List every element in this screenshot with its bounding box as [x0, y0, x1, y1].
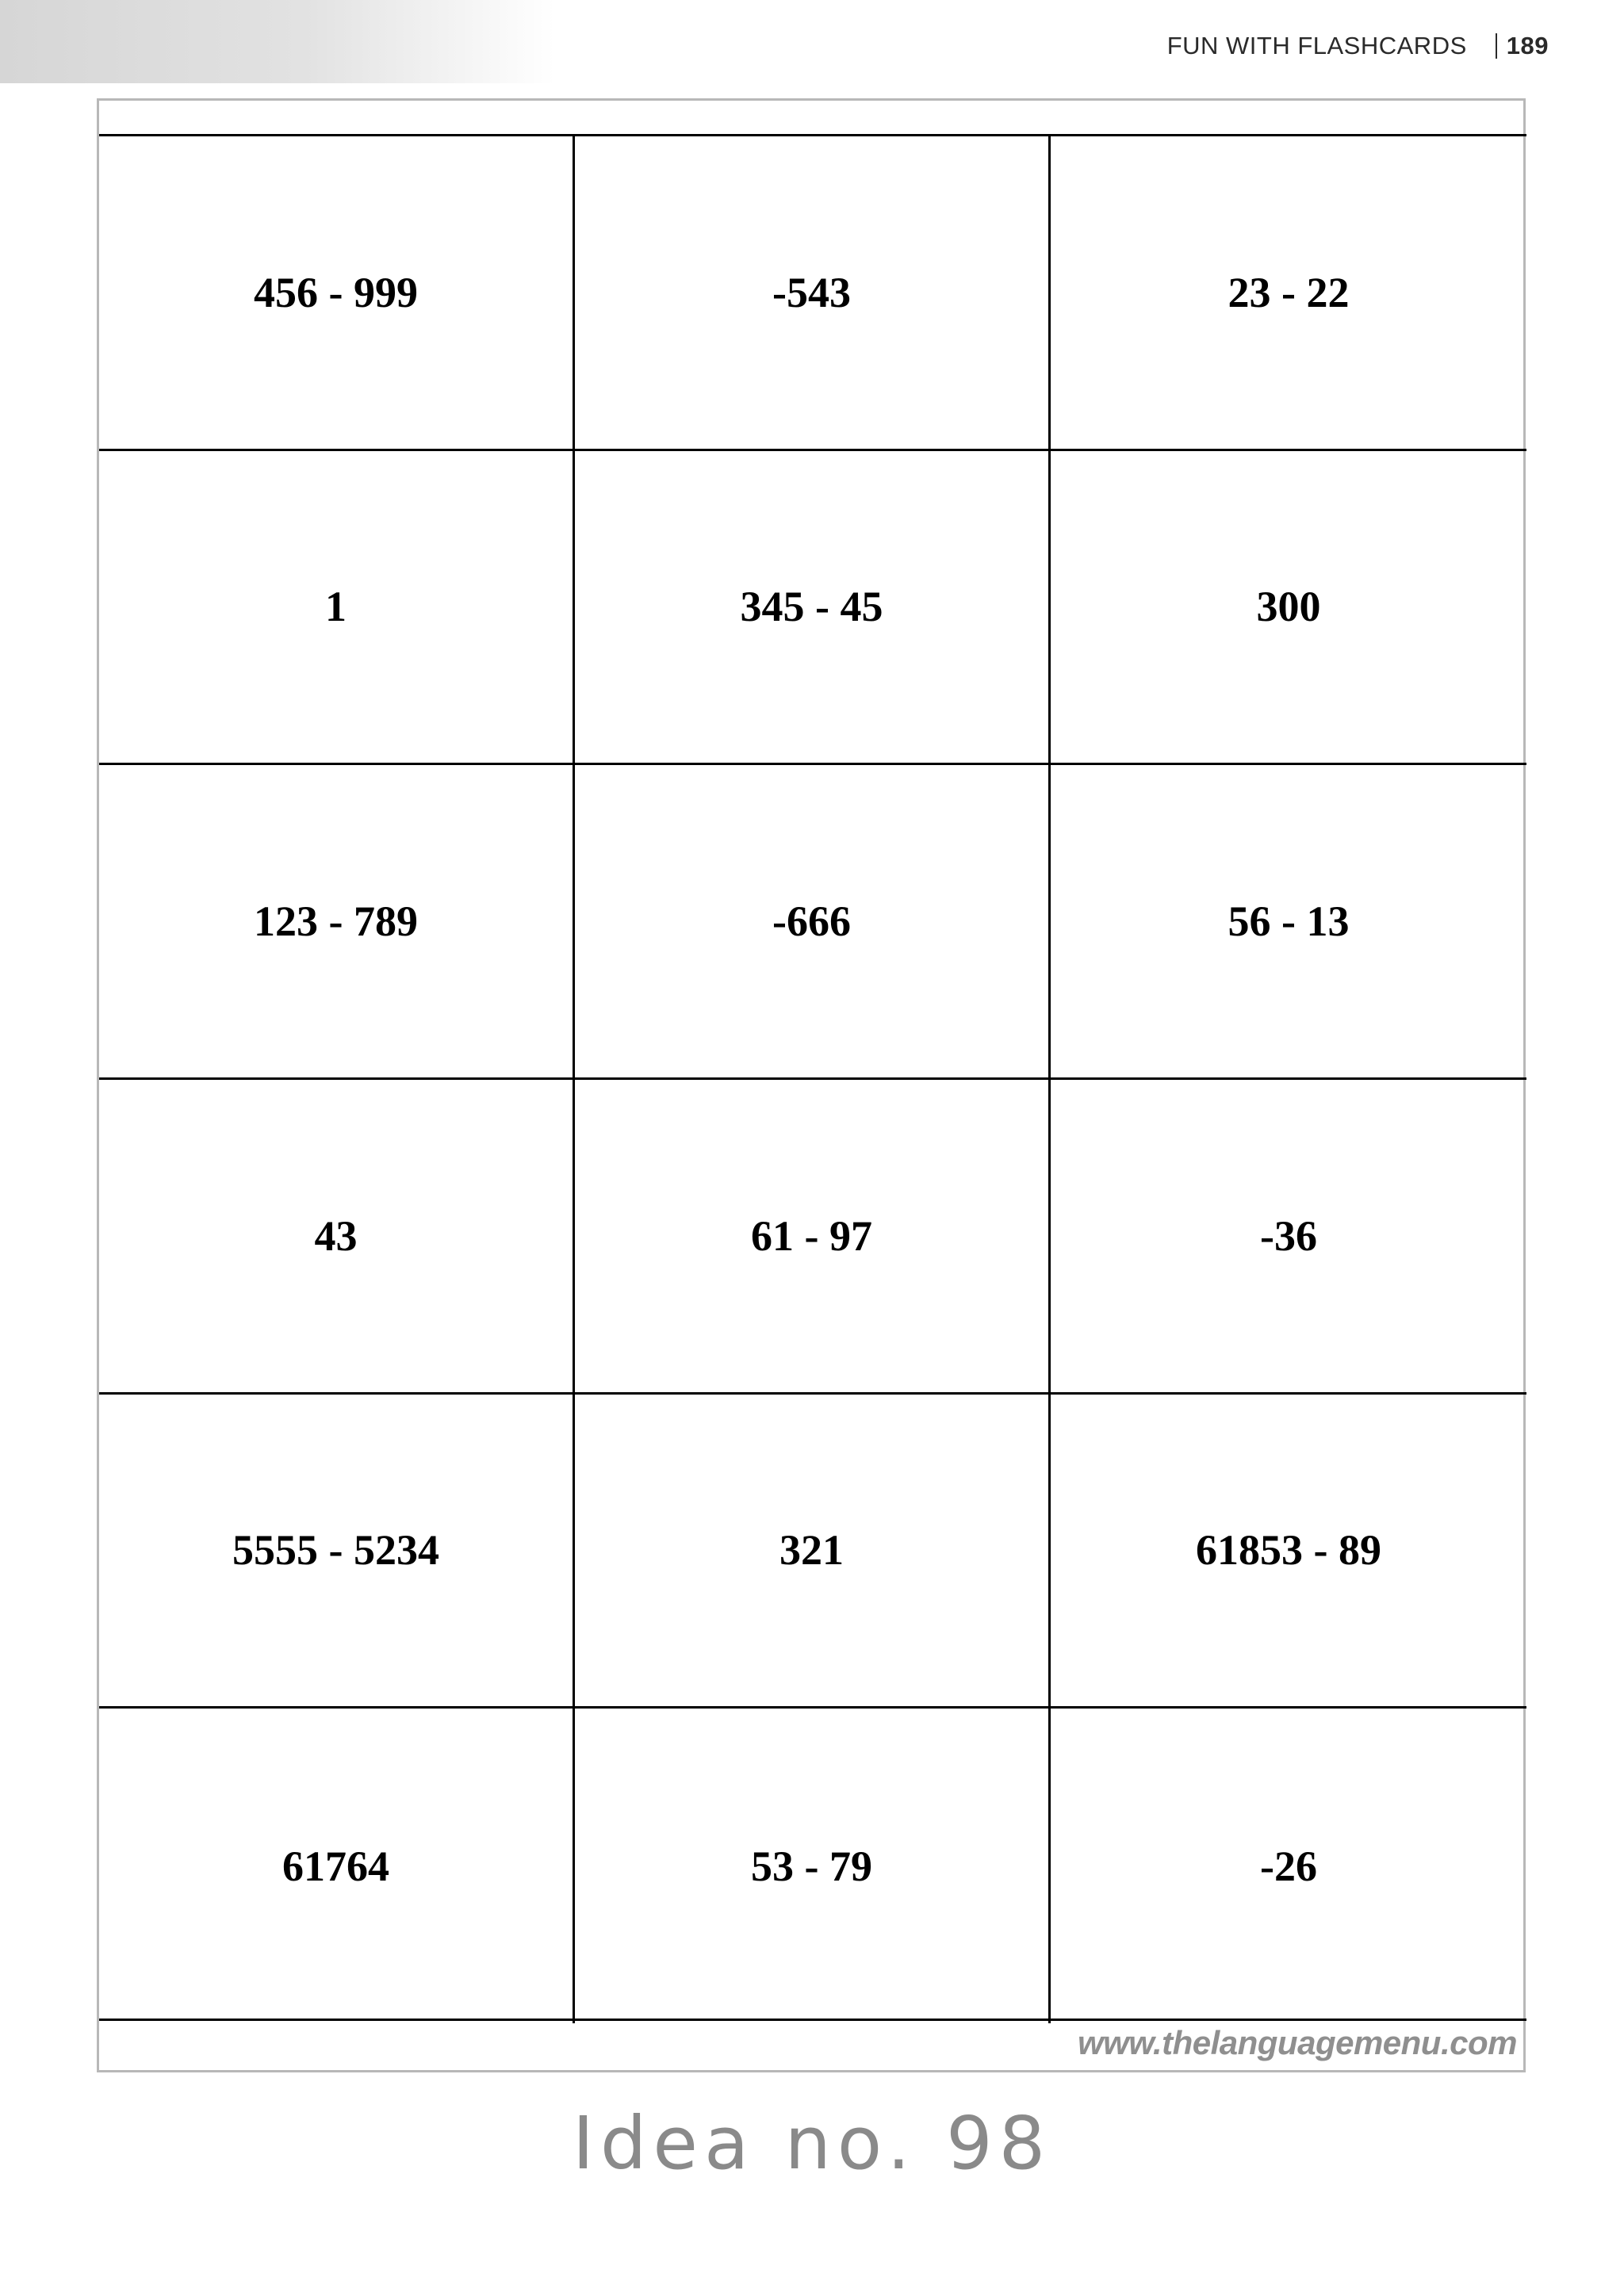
flashcard-text: 123 - 789	[254, 897, 418, 946]
flashcard-text: 61 - 97	[751, 1211, 872, 1260]
flashcard-text: 456 - 999	[254, 268, 418, 316]
flashcard-text: -543	[772, 268, 851, 316]
flashcard	[1051, 451, 1526, 766]
flashcard	[99, 451, 575, 766]
header-separator	[1496, 33, 1497, 59]
flashcard-text: 345 - 45	[740, 583, 883, 631]
flashcard-text: 23 - 22	[1228, 268, 1350, 316]
flashcard	[575, 451, 1051, 766]
flashcard	[1051, 1395, 1526, 1709]
flashcard	[1051, 765, 1526, 1080]
flashcard-text: 43	[314, 1211, 358, 1260]
website-watermark: www.thelanguagemenu.com	[1077, 2024, 1517, 2061]
flashcard	[1051, 1080, 1526, 1395]
flashcard-text: 61853 - 89	[1196, 1526, 1381, 1575]
flashcard	[575, 1080, 1051, 1395]
flashcard-text: 61764	[282, 1842, 389, 1890]
flashcard-text: 5555 - 5234	[232, 1526, 439, 1575]
flashcard-text: 1	[325, 583, 347, 631]
flashcard	[99, 1709, 575, 2023]
flashcard	[575, 765, 1051, 1080]
flashcard	[575, 1395, 1051, 1709]
flashcard	[99, 136, 575, 451]
flashcard-text: 300	[1256, 583, 1321, 631]
flashcard-text: 321	[779, 1526, 844, 1575]
flashcard-text: -666	[772, 897, 851, 946]
flashcard	[1051, 136, 1526, 451]
flashcard-text: 56 - 13	[1228, 897, 1350, 946]
flashcard	[99, 1395, 575, 1709]
flashcard	[1051, 1709, 1526, 2023]
flashcard	[99, 765, 575, 1080]
running-head	[1167, 30, 1549, 62]
flashcard	[99, 1080, 575, 1395]
header-band	[0, 0, 555, 83]
flashcard-text: -26	[1260, 1842, 1317, 1890]
idea-caption: Idea no. 98	[572, 2101, 1052, 2186]
flashcard-grid	[99, 134, 1526, 2021]
flashcard-text: -36	[1260, 1211, 1317, 1260]
flashcard	[575, 1709, 1051, 2023]
section-title: FUN WITH FLASHCARDS	[1166, 32, 1467, 59]
flashcard-text: 53 - 79	[751, 1842, 872, 1890]
flashcard	[575, 136, 1051, 451]
page-number: 189	[1506, 32, 1549, 59]
flashcard-sheet	[97, 98, 1526, 2072]
